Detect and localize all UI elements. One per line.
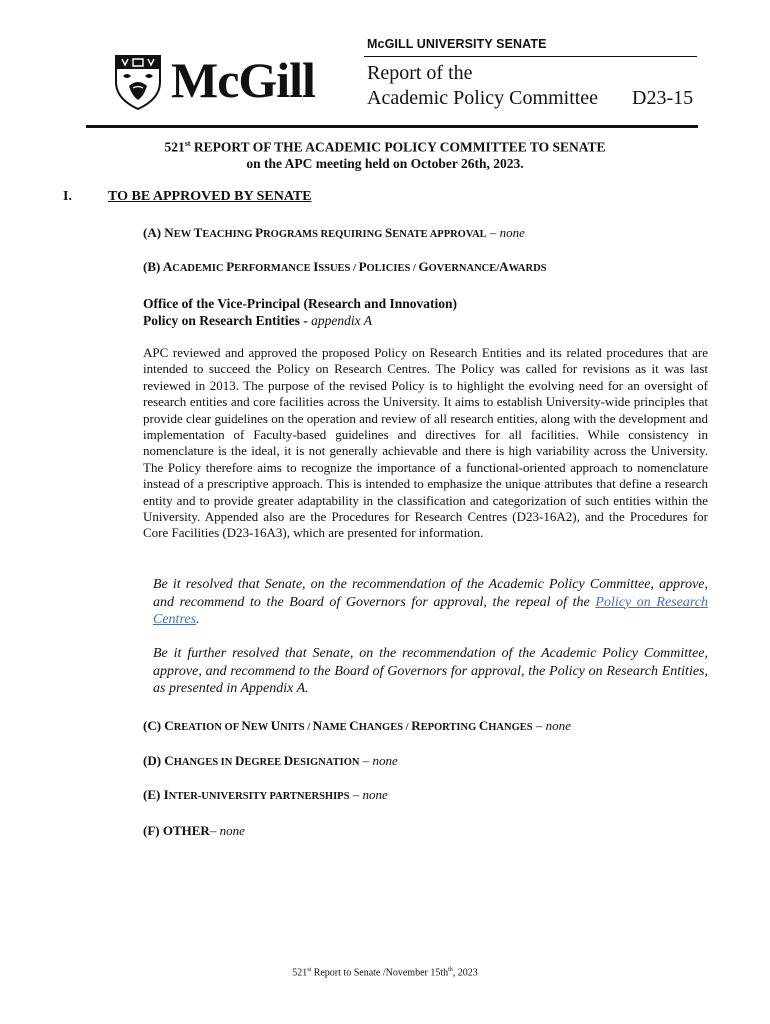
resolution-1-text: Be it resolved that Senate, on the recommendation of the Academic Policy Committee, approve, and recommend to the Board of Governors for approval, the repeal of the xyxy=(153,577,708,610)
report-title xyxy=(367,61,598,111)
report-ordinal: 521 xyxy=(164,139,185,155)
resolution-2: Be it further resolved that Senate, on the recommendation of the Academic Policy Committee, approve, and recommend to the Board of Governors for approval, the Policy on Research Entities, as presented in Appendix A. xyxy=(153,646,708,697)
item-b-text-5: OVERNANCE/ xyxy=(428,263,500,274)
report-heading-text: REPORT OF THE ACADEMIC POLICY COMMITTEE TO SENATE xyxy=(190,139,606,155)
item-c-cap-5: C xyxy=(349,718,359,733)
item-e-dash: – xyxy=(349,787,363,802)
item-a-cap-3: P xyxy=(255,225,264,240)
header-divider xyxy=(86,125,698,128)
report-title-line1: Report of the xyxy=(367,62,473,84)
resolution-1-end: . xyxy=(196,612,200,628)
resolution-1 xyxy=(153,576,708,629)
page-footer xyxy=(0,967,770,978)
item-c-cap-6: R xyxy=(411,718,421,733)
report-title-line2: Academic Policy Committee xyxy=(367,87,599,109)
item-b-prefix: (B) A xyxy=(143,259,173,274)
item-c-text-7: HANGES xyxy=(488,722,533,733)
item-c-text-6: EPORTING xyxy=(420,722,479,733)
item-c-dash: – xyxy=(532,718,546,733)
footer-number-suffix: st xyxy=(307,967,312,973)
report-subheading: on the APC meeting held on October 26th, 2023. xyxy=(246,156,524,171)
item-b-cap-6: A xyxy=(499,259,509,274)
mcgill-wordmark: McGill xyxy=(171,52,315,108)
item-d-prefix: (D) C xyxy=(143,753,174,768)
item-e-text-1: NTER-UNIVERSITY PARTNERSHIPS xyxy=(168,791,350,802)
item-e-status: none xyxy=(362,787,388,802)
report-ordinal-suffix: st xyxy=(184,139,191,148)
item-c-cap-2: N xyxy=(241,718,251,733)
item-c-text-4: AME xyxy=(322,722,350,733)
item-f-status: none xyxy=(219,823,245,838)
item-c-prefix: (C) C xyxy=(143,718,174,733)
item-c-text-2: EW xyxy=(250,722,271,733)
item-e-inter-university xyxy=(143,787,388,803)
item-a-cap-2: T xyxy=(193,225,203,240)
policy-name: Policy on Research Entities - xyxy=(143,313,312,328)
item-d-text-3: ESIGNATION xyxy=(293,757,360,768)
item-a-dash: – xyxy=(486,225,500,240)
section-number: I. xyxy=(63,189,72,204)
item-b-text-4: OLICIES / xyxy=(366,263,419,274)
item-d-text-2: EGREE xyxy=(244,757,284,768)
item-a-text-2: EACHING xyxy=(202,229,256,240)
item-a-new-teaching-programs xyxy=(143,225,525,241)
item-c-status: none xyxy=(545,718,571,733)
item-b-text-2: ERFORMANCE xyxy=(234,263,314,274)
footer-text: Report to Senate /November 15th xyxy=(311,967,449,979)
footer-report-number: 521 xyxy=(292,967,308,979)
footer-date-suffix: th xyxy=(448,967,453,973)
report-heading xyxy=(60,139,710,156)
policy-on-research-centres-link[interactable]: Policy on Research Centres xyxy=(153,594,708,628)
senate-label: McGILL UNIVERSITY SENATE xyxy=(367,37,547,51)
document-code: D23-15 xyxy=(632,87,694,109)
item-d-dash: – xyxy=(359,753,373,768)
body-paragraph: APC reviewed and approved the proposed Policy on Research Entities and its related procedures that are intended to succeed the Policy on Research Centres. The Policy was called for revisions as it was last reviewed in 2013. The purpose of the revised Policy is to highlight the evolving need for an oversight of research entities and core facilities across the University. It aims to establish University-wide principles that provide clear guidelines on the operation and review of all research entities, along with the development and implementation of Faculty-based guidelines and directives for all facilities. While consistency in nomenclature is the ideal, it is not generally achievable and there is high variability across the University. The Policy therefore aims to recognize the importance of a functional-oriented approach to nomenclature instead of a prescriptive approach. This is intended to emphasize the unique attributes that define a research entity and to provide greater adaptability in the classification and categorization of such entities within the University. Appended also are the Procedures for Research Centres (D23-16A2), and the Procedures for Core Facilities (D23-16A3), which are presented for information. xyxy=(143,345,708,541)
item-f-other xyxy=(143,823,245,839)
footer-year: , 2023 xyxy=(452,967,478,979)
item-c-cap-7: C xyxy=(478,718,489,733)
item-b-cap-4: P xyxy=(358,259,367,274)
policy-line xyxy=(143,313,372,329)
item-b-text-3: SSUES / xyxy=(318,263,359,274)
senate-divider xyxy=(364,56,697,57)
mcgill-crest-icon xyxy=(113,52,163,110)
item-a-text-4: ENATE APPROVAL xyxy=(392,229,487,240)
item-b-text-1: CADEMIC xyxy=(172,263,227,274)
item-b-cap-3: I xyxy=(313,259,319,274)
item-c-text-3: NITS / xyxy=(280,722,313,733)
item-d-cap-2: D xyxy=(234,753,245,768)
item-a-cap-4: S xyxy=(385,225,393,240)
section-title: TO BE APPROVED BY SENATE xyxy=(108,189,312,204)
policy-appendix: appendix A xyxy=(311,313,372,328)
item-a-text-3: ROGRAMS REQUIRING xyxy=(263,229,386,240)
item-c-cap-4: N xyxy=(312,718,323,733)
item-b-cap-5: G xyxy=(418,259,429,274)
item-d-changes-in-degree xyxy=(143,753,398,769)
item-c-text-1: REATION OF xyxy=(173,722,242,733)
item-d-text-1: HANGES IN xyxy=(173,757,235,768)
item-b-academic-performance xyxy=(143,259,547,275)
item-c-creation-of-units xyxy=(143,718,571,734)
item-b-text-6: WARDS xyxy=(508,263,547,274)
mcgill-logo xyxy=(113,52,338,114)
item-e-prefix: (E) I xyxy=(143,787,169,802)
item-c-cap-3: U xyxy=(270,718,281,733)
item-d-status: none xyxy=(372,753,398,768)
item-b-cap-2: P xyxy=(226,259,235,274)
item-f-label: (F) OTHER xyxy=(143,823,210,838)
item-c-text-5: HANGES / xyxy=(358,722,412,733)
office-line: Office of the Vice-Principal (Research and Innovation) xyxy=(143,296,457,311)
item-a-text-1: EW xyxy=(173,229,194,240)
item-a-status: none xyxy=(499,225,525,240)
item-a-prefix: (A) N xyxy=(143,225,174,240)
item-f-dash: – xyxy=(209,823,220,838)
item-d-cap-3: D xyxy=(283,753,294,768)
